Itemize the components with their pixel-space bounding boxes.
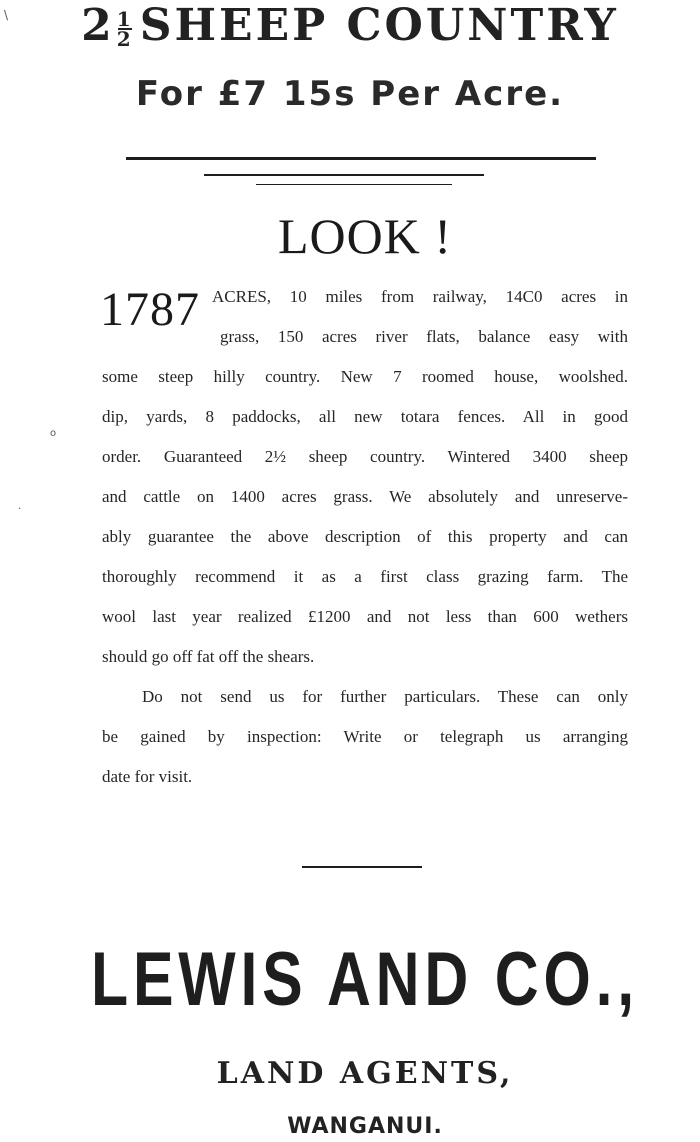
print-speck: o — [50, 428, 57, 439]
price-subheadline: For £7 15s Per Acre. — [135, 74, 565, 114]
closing-line: be gained by inspection: Write or telegraph us arranging — [102, 727, 628, 746]
firm-role: LAND AGENTS, — [216, 1056, 514, 1091]
headline-fraction-denominator: 2 — [116, 26, 134, 51]
closing-line: date for visit. — [102, 767, 193, 786]
firm-name: LEWIS AND CO., — [91, 937, 639, 1022]
body-line: order. Guaranteed 2½ sheep country. Wintered 3400 sheep — [102, 447, 628, 466]
print-speck: · — [18, 504, 22, 515]
decorative-rule-short — [256, 184, 452, 185]
body-line: grass, 150 acres river flats, balance easy with — [220, 327, 628, 346]
body-line: and cattle on 1400 acres grass. We absolutely and unreserve- — [102, 487, 628, 506]
firm-town: WANGANUI. — [287, 1114, 443, 1139]
body-line: thoroughly recommend it as a first class grazing farm. The — [102, 567, 628, 586]
decorative-rule-top — [126, 157, 596, 160]
headline-fraction-numerator: 1 — [116, 6, 134, 31]
body-line: dip, yards, 8 paddocks, all new totara fences. All in good — [102, 407, 628, 426]
body-line: some steep hilly country. New 7 roomed house, woolshed. — [102, 367, 628, 386]
body-line: ably guarantee the above description of this property and can — [102, 527, 628, 546]
body-line: should go off fat off the shears. — [102, 647, 315, 666]
body-line: wool last year realized £1200 and not less than 600 wethers — [102, 607, 628, 626]
lead-acreage-number: 1787 — [100, 283, 200, 336]
closing-line: Do not send us for further particulars. These can only — [142, 687, 628, 706]
print-speck: \ — [4, 8, 9, 22]
body-line: ACRES, 10 miles from railway, 14C0 acres in — [212, 287, 628, 306]
headline-fraction-whole: 2 — [81, 0, 115, 51]
divider-rule — [302, 866, 422, 868]
decorative-rule-middle — [204, 174, 484, 176]
headline-text: SHEEP COUNTRY — [139, 0, 619, 51]
headline — [0, 0, 700, 52]
headline-fraction — [116, 6, 134, 51]
look-heading: LOOK ! — [277, 208, 453, 264]
